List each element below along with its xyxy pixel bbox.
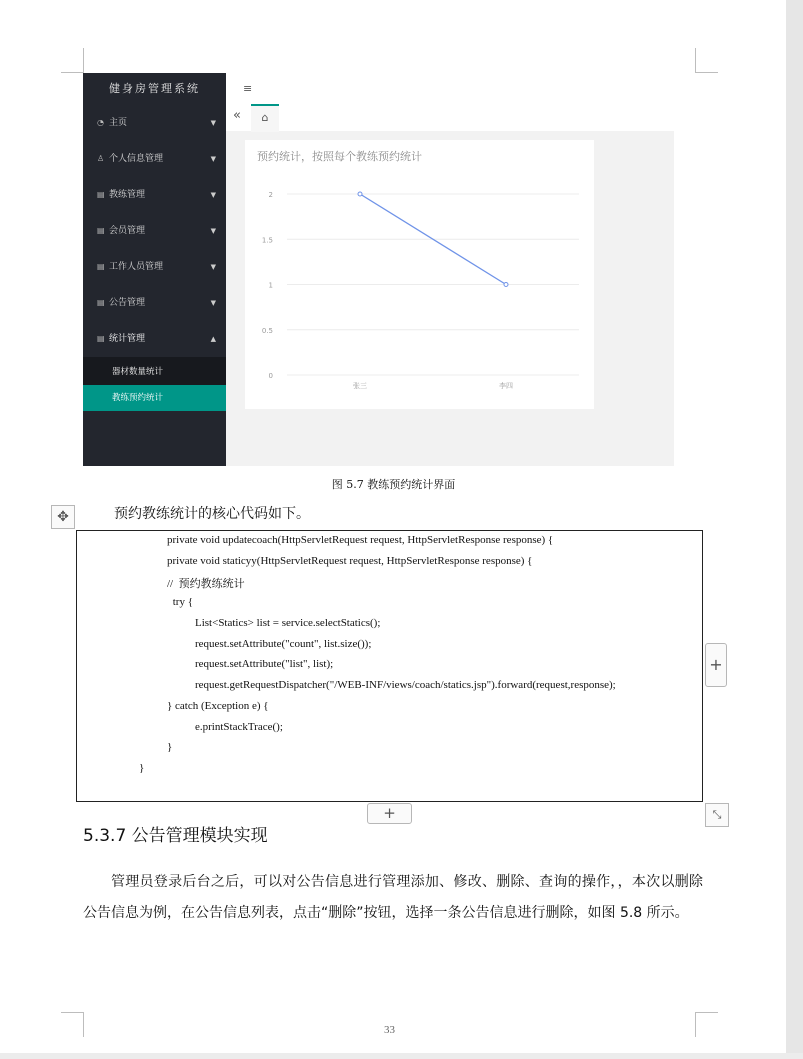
submenu-item-coach-stats[interactable]: 教练预约统计 [83,385,226,411]
document-icon: ▤ [97,262,105,271]
sidebar-item-label: 主页 [109,118,128,128]
sidebar-item-personal-info[interactable] [83,141,226,177]
data-point [504,283,508,287]
submenu-item-equipment-stats[interactable]: 器材数量统计 [112,367,164,377]
code-line: request.setAttribute("count", list.size()); [195,638,372,650]
code-line: try { [170,596,193,608]
code-line: } [167,741,173,753]
y-tick-label: 1 [268,281,273,290]
code-line: } [139,762,145,774]
caret-down-icon: ▼ [210,119,216,127]
margin-corner-top-right [695,48,718,73]
code-line: } catch (Exception e) { [167,700,269,712]
caret-down-icon: ▼ [210,155,216,163]
menu-toggle-icon[interactable]: ≡ [243,82,253,95]
caret-down-icon: ▼ [210,263,216,271]
embedded-app-screenshot [83,73,674,466]
margin-corner-top-left [61,48,84,73]
document-icon: ▤ [97,334,105,343]
sidebar-item-label: 个人信息管理 [109,154,164,164]
sidebar-app-title: 健身房管理系统 [109,82,200,95]
x-tick-label: 李四 [499,382,513,390]
figure-caption: 图 5.7 教练预约统计界面 [331,478,456,491]
document-icon: ▤ [97,226,105,235]
code-box [76,530,703,802]
status-strip [0,1053,803,1059]
y-tick-label: 0 [268,372,273,380]
caret-up-icon: ▲ [210,335,216,343]
chart-card [245,140,594,409]
caret-down-icon: ▼ [210,191,216,199]
code-intro-text: 预约教练统计的核心代码如下。 [114,506,310,522]
sidebar-item-notice[interactable] [83,285,226,321]
line-chart [245,140,594,409]
add-column-button[interactable]: + [705,643,727,687]
document-icon: ▤ [97,190,105,199]
sidebar-item-staff[interactable] [83,249,226,285]
caret-down-icon: ▼ [210,227,216,235]
section-heading: 5.3.7 公告管理模块实现 [83,826,268,846]
sidebar [83,73,226,466]
x-tick-label: 张三 [353,382,367,390]
page-number: 33 [384,1024,395,1036]
body-paragraph: 管理员登录后台之后，可以对公告信息进行管理添加、修改、删除、查询的操作，，本次以删除公告信息为例，在公告信息列表，点击“删除”按钮，选择一条公告信息进行删除，如图 5.8 所示。 [83,874,703,921]
home-icon: ⌂ [261,111,269,124]
code-line: request.setAttribute("list", list); [195,658,334,670]
resize-handle-icon[interactable]: ⤡ [705,803,729,827]
sidebar-item-label: 工作人员管理 [109,262,164,272]
sidebar-item-home[interactable] [83,105,226,141]
y-tick-label: 1.5 [261,236,273,245]
dashboard-icon: ◔ [97,118,104,127]
document-icon: ▤ [97,298,105,307]
sidebar-item-statistics[interactable] [83,321,226,357]
y-tick-label: 0.5 [261,326,273,335]
top-bar [226,73,674,131]
sidebar-item-label: 公告管理 [109,298,146,308]
code-line: request.getRequestDispatcher("/WEB-INF/views/coach/statics.jsp").forward(request,response); [195,679,616,691]
code-line: List<Statics> list = service.selectStatics(); [195,617,381,629]
sidebar-item-coach[interactable] [83,177,226,213]
sidebar-item-label: 会员管理 [109,226,146,236]
move-handle-icon[interactable]: ✥ [51,505,75,529]
user-icon: ♙ [97,154,105,163]
data-point [358,192,362,196]
add-row-button[interactable]: + [367,803,412,824]
code-line: e.printStackTrace(); [195,721,283,733]
sidebar-item-label: 统计管理 [109,334,146,344]
page-scrollbar[interactable] [786,0,803,1059]
tab-scroll-left-icon[interactable]: « [233,108,241,123]
y-tick-label: 2 [268,191,273,199]
code-line: private void staticyy(HttpServletRequest request, HttpServletResponse response) { [167,555,533,567]
home-tab[interactable] [251,104,279,132]
sidebar-item-label: 教练管理 [109,190,146,200]
code-line: // 预约教练统计 [167,578,245,590]
code-line: private void updatecoach(HttpServletRequest request, HttpServletResponse response) { [167,534,554,546]
statistics-submenu [83,357,226,411]
sidebar-item-member[interactable] [83,213,226,249]
caret-down-icon: ▼ [210,299,216,307]
chart-title: 预约统计，按照每个教练预约统计 [257,150,422,163]
